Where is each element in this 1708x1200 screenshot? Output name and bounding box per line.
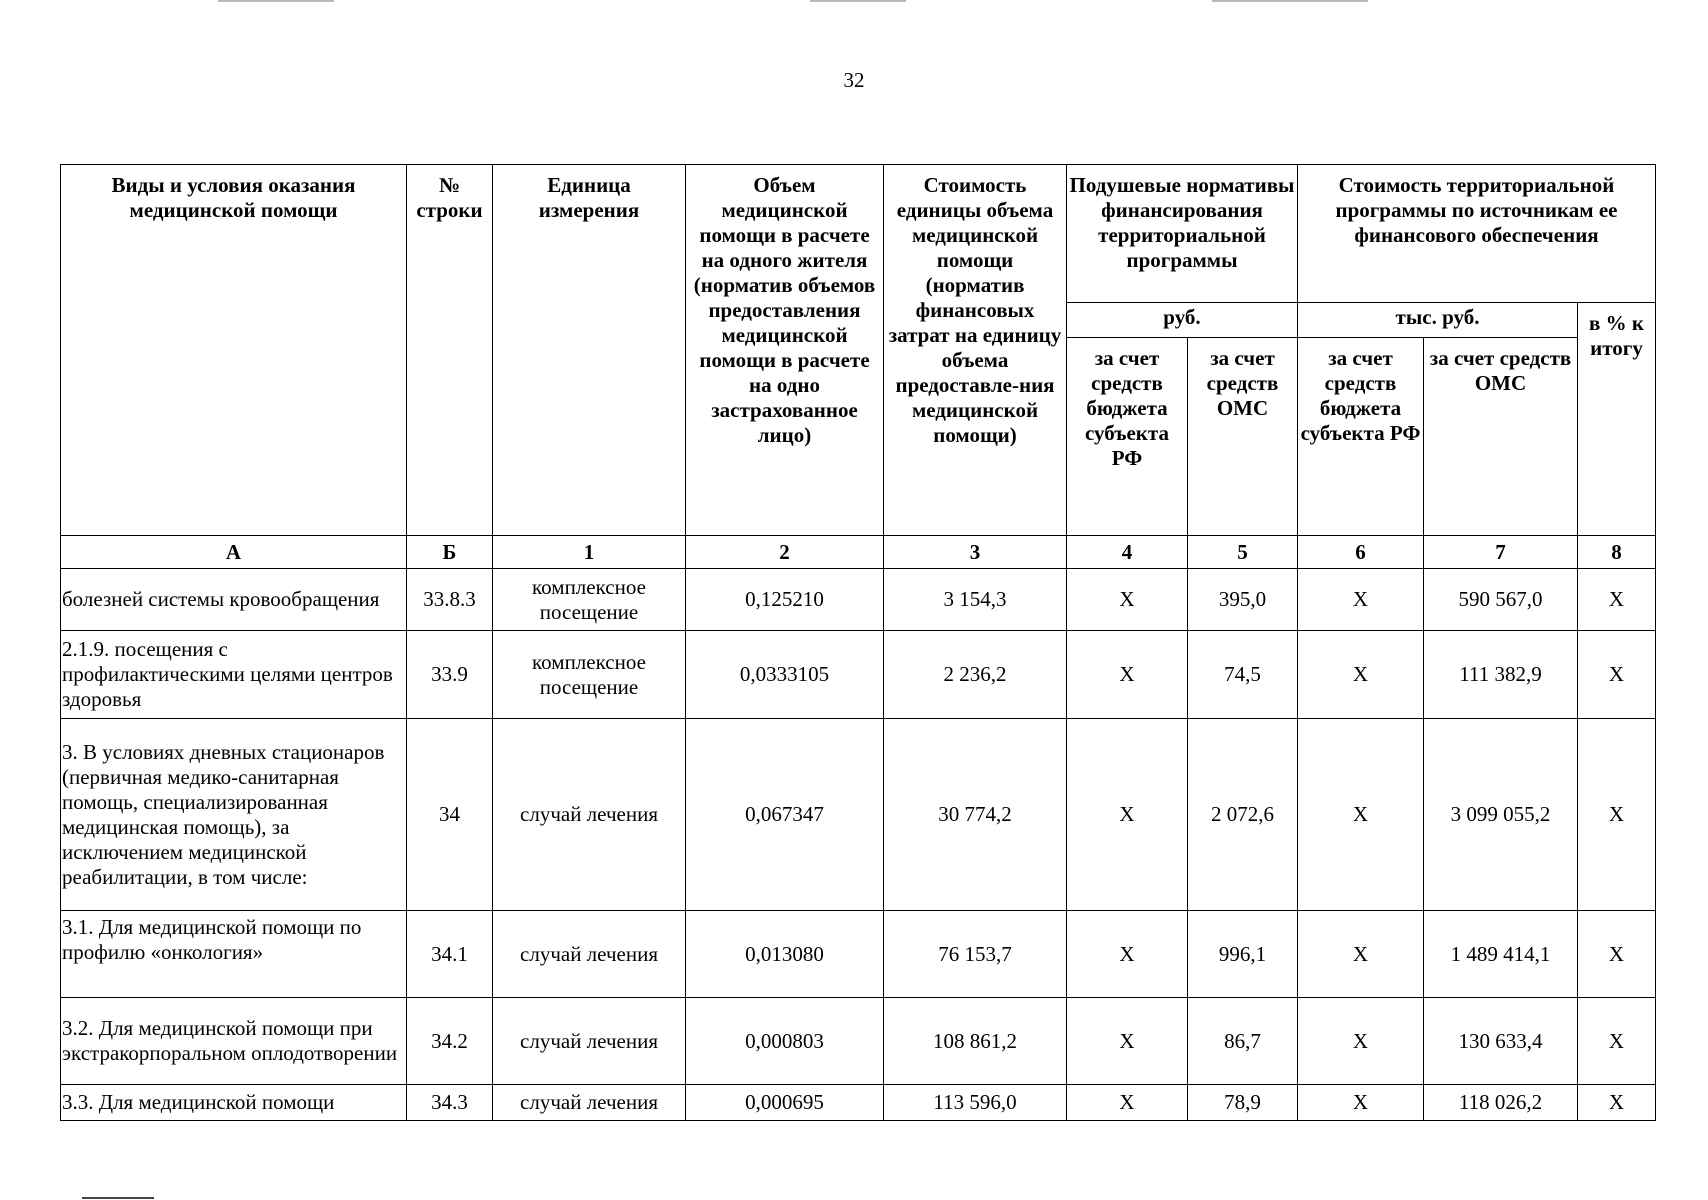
row-number: 33.8.3 [407, 569, 493, 631]
table-row [61, 998, 1656, 1085]
row-name: болезней системы кровообращения [61, 569, 407, 631]
index-cell: 4 [1067, 536, 1188, 569]
row-unit: случай лечения [493, 719, 686, 911]
row-col-4: Х [1067, 998, 1188, 1085]
header-col-3: Стоимость единицы объема медицинской помощи (норматив финансовых затрат на единицу объема предоставле-ния медицинской помощи) [884, 165, 1067, 536]
index-cell: А [61, 536, 407, 569]
row-name: 3.1. Для медицинской помощи по профилю «онкология» [61, 911, 407, 998]
row-unit-cost: 30 774,2 [884, 719, 1067, 911]
header-group-cost: Стоимость территориальной программы по источникам ее финансового обеспечения [1298, 165, 1656, 303]
row-col-6: Х [1298, 1085, 1424, 1121]
index-cell: 3 [884, 536, 1067, 569]
header-col-a: Виды и условия оказания медицинской помощи [61, 165, 407, 536]
index-cell: Б [407, 536, 493, 569]
row-col-7: 130 633,4 [1424, 998, 1578, 1085]
row-col-8: Х [1578, 719, 1656, 911]
header-col-1: Единица измерения [493, 165, 686, 536]
scan-mark [810, 0, 906, 2]
column-index-row [61, 536, 1656, 569]
row-volume: 0,0333105 [686, 631, 884, 719]
header-group-norms: Подушевые нормативы финансирования территориальной программы [1067, 165, 1298, 303]
index-cell: 2 [686, 536, 884, 569]
row-name: 3.3. Для медицинской помощи [61, 1085, 407, 1121]
row-unit-cost: 108 861,2 [884, 998, 1067, 1085]
row-col-4: Х [1067, 631, 1188, 719]
index-cell: 6 [1298, 536, 1424, 569]
row-col-7: 3 099 055,2 [1424, 719, 1578, 911]
row-col-7: 590 567,0 [1424, 569, 1578, 631]
header-unit-rub: руб. [1067, 303, 1298, 338]
row-col-8: Х [1578, 1085, 1656, 1121]
table-row [61, 911, 1656, 998]
row-number: 34 [407, 719, 493, 911]
row-col-7: 1 489 414,1 [1424, 911, 1578, 998]
header-col-7: за счет средств ОМС [1424, 338, 1578, 536]
row-number: 34.2 [407, 998, 493, 1085]
row-name: 2.1.9. посещения с профилактическими целями центров здоровья [61, 631, 407, 719]
index-cell: 7 [1424, 536, 1578, 569]
header-col-4: за счет средств бюджета субъекта РФ [1067, 338, 1188, 536]
scan-mark [82, 1197, 154, 1199]
row-unit: случай лечения [493, 998, 686, 1085]
row-col-6: Х [1298, 998, 1424, 1085]
header-col-6: за счет средств бюджета субъекта РФ [1298, 338, 1424, 536]
row-col-8: Х [1578, 569, 1656, 631]
row-col-7: 118 026,2 [1424, 1085, 1578, 1121]
row-unit: случай лечения [493, 911, 686, 998]
row-unit-cost: 3 154,3 [884, 569, 1067, 631]
row-col-8: Х [1578, 631, 1656, 719]
row-col-4: Х [1067, 569, 1188, 631]
header-col-5: за счет средств ОМС [1188, 338, 1298, 536]
row-col-5: 74,5 [1188, 631, 1298, 719]
row-unit-cost: 2 236,2 [884, 631, 1067, 719]
row-unit-cost: 113 596,0 [884, 1085, 1067, 1121]
row-col-8: Х [1578, 911, 1656, 998]
scan-mark [218, 0, 334, 2]
row-volume: 0,067347 [686, 719, 884, 911]
row-unit-cost: 76 153,7 [884, 911, 1067, 998]
page-number: 32 [843, 68, 865, 92]
scan-mark [1212, 0, 1368, 2]
row-name: 3.2. Для медицинской помощи при экстракорпоральном оплодотворении [61, 998, 407, 1085]
row-col-5: 2 072,6 [1188, 719, 1298, 911]
table-row [61, 569, 1656, 631]
row-col-6: Х [1298, 569, 1424, 631]
row-col-5: 78,9 [1188, 1085, 1298, 1121]
row-col-4: Х [1067, 1085, 1188, 1121]
row-unit: случай лечения [493, 1085, 686, 1121]
header-col-2: Объем медицинской помощи в расчете на одного жителя (норматив объемов предоставления медицинской помощи в расчете на одно застрахованное лицо) [686, 165, 884, 536]
row-name: 3. В условиях дневных стационаров (первичная медико-санитарная помощь, специализированная медицинская помощь), за исключением медицинской реабилитации, в том числе: [61, 719, 407, 911]
header-col-b: № строки [407, 165, 493, 536]
row-volume: 0,000803 [686, 998, 884, 1085]
table-row [61, 631, 1656, 719]
table-row [61, 719, 1656, 911]
row-volume: 0,013080 [686, 911, 884, 998]
row-number: 34.1 [407, 911, 493, 998]
row-unit: комплексное посещение [493, 631, 686, 719]
row-col-6: Х [1298, 631, 1424, 719]
row-col-6: Х [1298, 911, 1424, 998]
row-number: 33.9 [407, 631, 493, 719]
row-unit: комплексное посещение [493, 569, 686, 631]
header-unit-thousand-rub: тыс. руб. [1298, 303, 1578, 338]
index-cell: 1 [493, 536, 686, 569]
row-col-4: Х [1067, 911, 1188, 998]
row-col-6: Х [1298, 719, 1424, 911]
table-row [61, 1085, 1656, 1121]
index-cell: 8 [1578, 536, 1656, 569]
financing-table [60, 164, 1656, 1121]
row-col-8: Х [1578, 998, 1656, 1085]
row-col-4: Х [1067, 719, 1188, 911]
row-col-7: 111 382,9 [1424, 631, 1578, 719]
row-col-5: 86,7 [1188, 998, 1298, 1085]
header-row-groups [61, 165, 1656, 303]
row-col-5: 395,0 [1188, 569, 1298, 631]
row-col-5: 996,1 [1188, 911, 1298, 998]
row-volume: 0,125210 [686, 569, 884, 631]
index-cell: 5 [1188, 536, 1298, 569]
row-number: 34.3 [407, 1085, 493, 1121]
header-col-8: в % к итогу [1578, 303, 1656, 536]
row-volume: 0,000695 [686, 1085, 884, 1121]
